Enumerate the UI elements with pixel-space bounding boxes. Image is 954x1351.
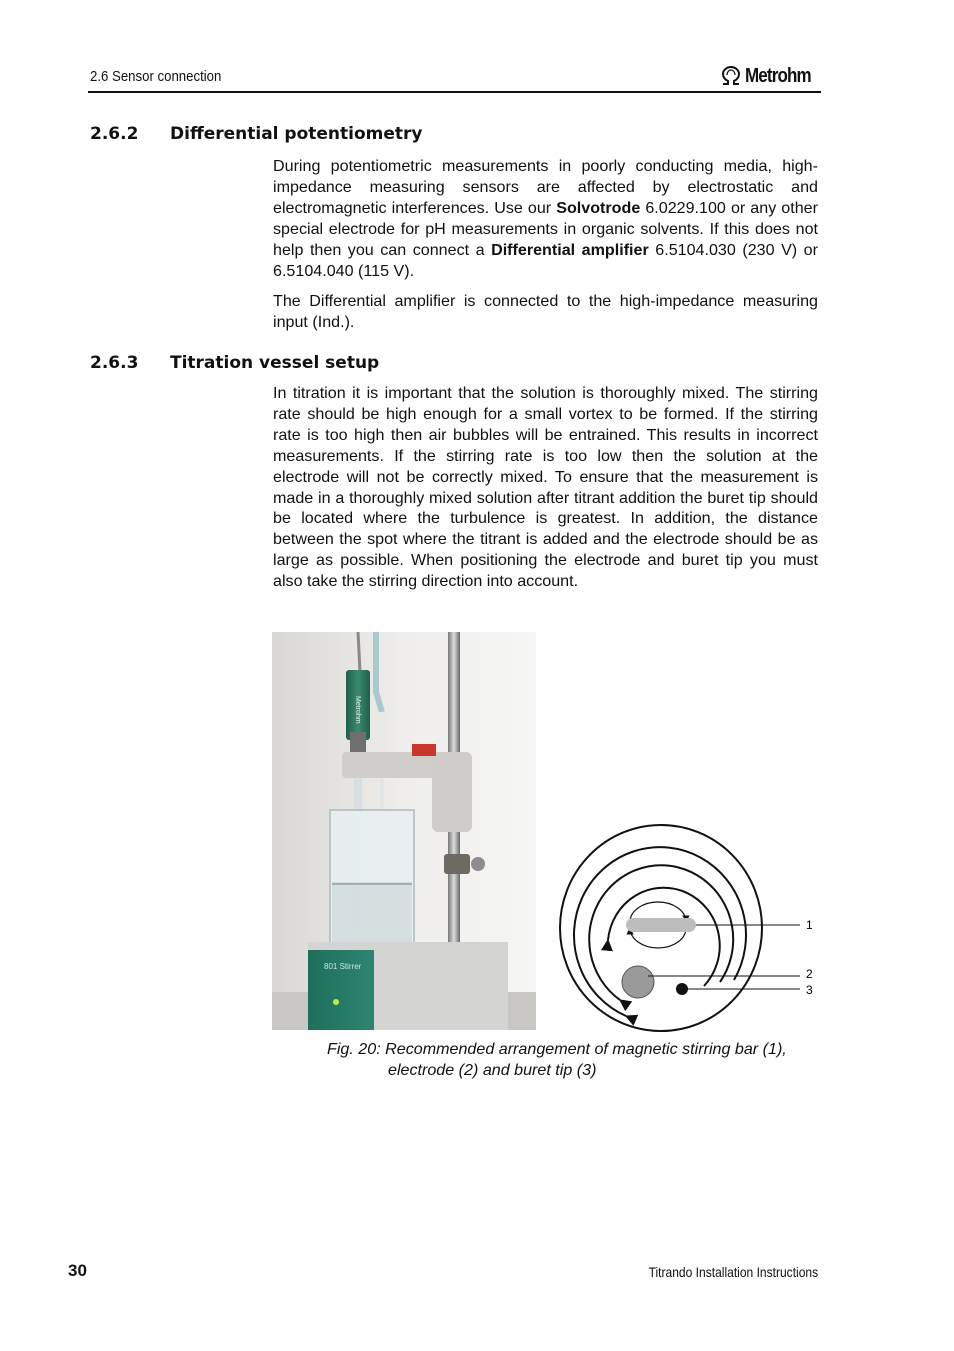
- product-solvotrode: Solvotrode: [556, 198, 641, 217]
- label-buret-tip: 3: [806, 983, 813, 997]
- brand-name: Metrohm: [745, 64, 811, 87]
- label-stirring-bar: 1: [806, 918, 813, 932]
- text-run: During potentiometric measurements in poorly conducting media, high-impedance measuring sensors are affected by electrostatic and electromagnetic interferences. Use our: [273, 157, 818, 217]
- electrode-position: [622, 966, 654, 998]
- paragraph: The Differential amplifier is connected to the high-impedance measuring input (Ind.).: [273, 292, 818, 332]
- paragraph: [273, 156, 818, 281]
- section-number: 2.6.3: [90, 353, 139, 373]
- document-title: Titrando Installation Instructions: [648, 1264, 818, 1280]
- label-electrode: 2: [806, 967, 813, 981]
- section-heading-titration-vessel-setup: [90, 353, 379, 373]
- paragraph: In titration it is important that the solution is thoroughly mixed. The stirring rate should be high enough for a small vortex to be formed. If the stirring rate is too high then air bubbles will be entrained. This results in incorrect measurements. If the stirring rate is too low then the solution at the electrode will not be correctly mixed. To ensure that the measurement is made in a thoroughly mixed solution after titrant addition the buret tip should be located where the turbulence is greatest. In addition, the distance between the spot where the titrant is added and the electrode should be as large as possible. When positioning the electrode and buret tip you must also take the stirring direction into account.: [273, 384, 818, 591]
- figure-caption: [327, 1039, 827, 1081]
- section-body-titration: [273, 383, 818, 592]
- text-run: 6.0229.100 or any other special electrode for pH measurements in organic solvents. If this does not help then you can connect a: [273, 198, 818, 259]
- stirring-arrangement-diagram: [556, 822, 826, 1034]
- section-title: Titration vessel setup: [170, 353, 380, 373]
- omega-logo-icon: [720, 66, 742, 86]
- electrode-label: Metrohm: [354, 696, 361, 724]
- section-heading-differential-potentiometry: [90, 124, 423, 144]
- caption-line: electrode (2) and buret tip (3): [388, 1061, 597, 1079]
- section-number: 2.6.2: [90, 124, 139, 144]
- caption-line: Fig. 20: Recommended arrangement of magnetic stirring bar (1),: [327, 1040, 787, 1058]
- stirrer-label: 801 Stirrer: [324, 962, 362, 971]
- section-body-differential: [273, 156, 818, 333]
- brand-logo: [720, 64, 822, 88]
- flow-arc: [589, 865, 733, 1000]
- product-differential-amplifier: Differential amplifier: [491, 240, 649, 259]
- stirring-bar: [626, 918, 696, 932]
- text-run: 6.5104.030 (230 V) or 6.5104.040 (115 V).: [273, 240, 818, 280]
- page-number: 30: [68, 1261, 87, 1280]
- titration-setup-photo: [272, 632, 536, 1030]
- header-rule: [88, 91, 821, 93]
- section-title: Differential potentiometry: [170, 124, 423, 144]
- running-header-section: 2.6 Sensor connection: [90, 68, 222, 85]
